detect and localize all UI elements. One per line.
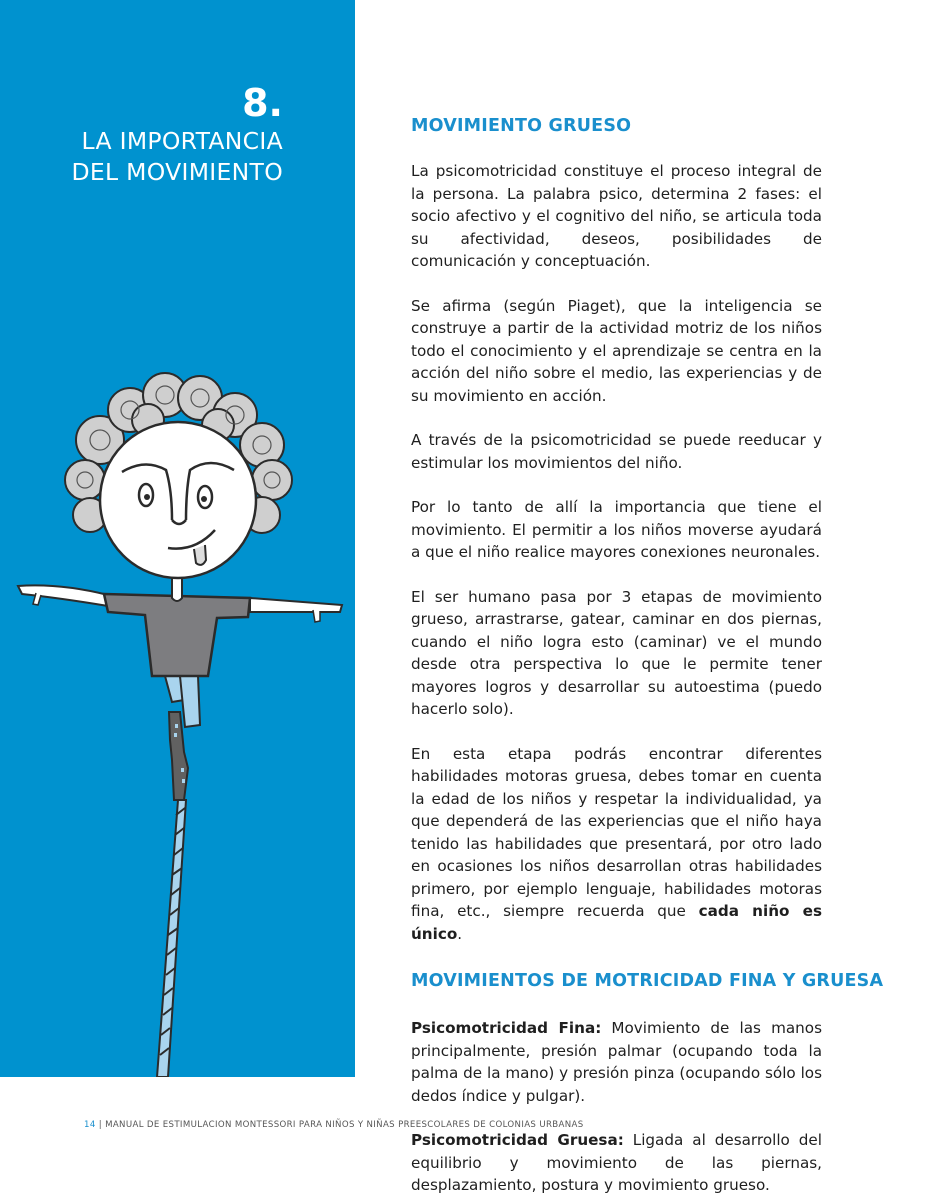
paragraph-fina	[411, 1017, 822, 1107]
main-text-column	[411, 112, 884, 1197]
section-heading-motricidad: MOVIMIENTOS DE MOTRICIDAD FINA Y GRUESA	[411, 971, 884, 991]
paragraph: La psicomotricidad constituye el proceso integral de la persona. La palabra psico, determina 2 fases: el socio afectivo y el cognitivo del niño, se articula toda su afectividad, deseos, posibilidades de comunicación y conceptuación.	[411, 162, 822, 270]
term-definition: Movimiento de las manos principalmente, presión palmar (ocupando toda la palma de la mano) y presión pinza (ocupando sólo los dedos índice y pulgar).	[411, 1019, 823, 1105]
paragraph-habilidades	[411, 743, 822, 946]
page-footer	[84, 1120, 584, 1130]
shirt	[104, 594, 250, 676]
section-heading-movimiento-grueso: MOVIMIENTO GRUESO	[411, 116, 632, 136]
emphasis-text: cada niño es único	[411, 902, 822, 943]
term-label: Psicomotricidad Fina:	[411, 1019, 602, 1037]
chapter-title-line2: DEL MOVIMIENTO	[71, 158, 283, 186]
paragraph: Por lo tanto de allí la importancia que tiene el movimiento. El permitir a los niños moverse ayudará a que el niño realice mayores conexiones neuronales.	[411, 498, 822, 561]
chapter-number: 8.	[242, 81, 283, 125]
footer-title: MANUAL DE ESTIMULACION MONTESSORI PARA NIÑOS Y NIÑAS PREESCOLARES DE COLONIAS URBANAS	[105, 1120, 584, 1130]
footer-separator: |	[95, 1120, 106, 1130]
term-label: Psicomotricidad Gruesa:	[411, 1131, 624, 1149]
paragraph: El ser humano pasa por 3 etapas de movimiento grueso, arrastrarse, gatear, caminar en dos piernas, cuando el niño logra esto (caminar) ve el mundo desde otra perspectiva lo que le permite tener mayores logros y desarrollar su autoestima (puedo hacerlo solo).	[411, 587, 822, 718]
term-definition: Ligada al desarrollo del equilibrio y movimiento de las piernas, desplazamiento, postura y movimiento grueso.	[411, 1131, 822, 1194]
paragraph: A través de la psicomotricidad se puede reeducar y estimular los movimientos del niño.	[411, 431, 822, 472]
page-number: 14	[84, 1120, 96, 1130]
child-balancing-illustration	[0, 360, 355, 1077]
chapter-title-line1: LA IMPORTANCIA	[81, 127, 283, 155]
rope	[157, 800, 186, 1077]
paragraph-gruesa	[411, 1129, 822, 1197]
paragraph-text: En esta etapa podrás encontrar diferentes habilidades motoras gruesa, debes tomar en cuenta la edad de los niños y respetar la individualidad, ya que dependerá de las experiencias que el niño haya tenido las habilidades que presentará, por otro lado en ocasiones los niños desarrollan otras habilidades primero, por ejemplo lenguaje, habilidades motoras fina, etc., siempre recuerda que	[411, 744, 822, 920]
paragraph: Se afirma (según Piaget), que la inteligencia se construye a partir de la actividad motriz de los niños todo el conocimiento y el aprendizaje se centra en la acción del niño sobre el medio, las experiencias y de su movimiento en acción.	[411, 296, 822, 405]
chapter-side-panel	[0, 0, 355, 1077]
face	[100, 422, 256, 578]
paragraph-end: .	[457, 924, 463, 943]
legs	[165, 676, 200, 800]
chapter-heading	[71, 80, 283, 188]
